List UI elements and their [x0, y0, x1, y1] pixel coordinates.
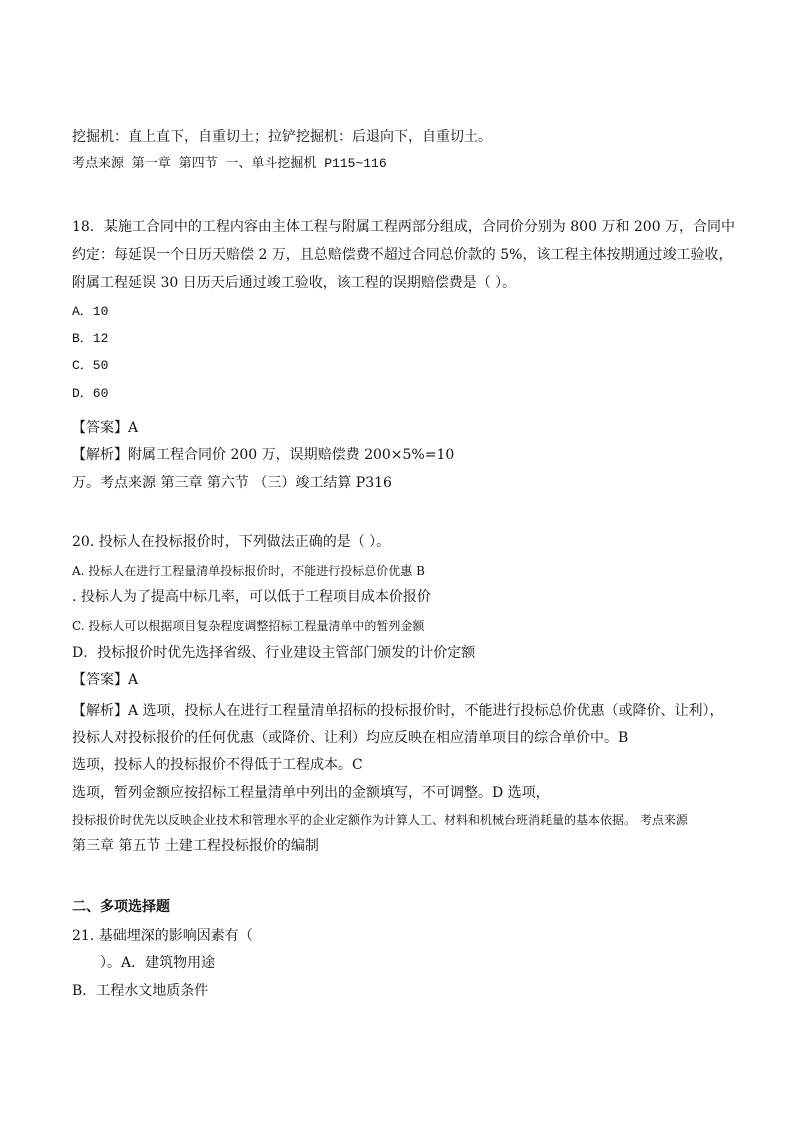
- explanation: 【解析】附属工程合同价 200 万，误期赔偿费 200×5%=10: [72, 447, 455, 463]
- option-c: C. 投标人可以根据项目复杂程度调整招标工程量清单中的暂列金额: [72, 619, 425, 633]
- option-c: C．50: [72, 358, 109, 373]
- option-d: D．60: [72, 386, 109, 401]
- option-d: D．投标报价时优先选择省级、行业建设主管部门颁发的计价定额: [72, 645, 476, 661]
- question-21-stem: 21. 基础埋深的影响因素有（: [72, 928, 253, 944]
- question-20-stem: 20. 投标人在投标报价时，下列做法正确的是（ ）。: [72, 534, 391, 550]
- option-b: B．工程水文地质条件: [72, 983, 209, 999]
- answer: 【答案】A: [72, 420, 139, 436]
- answer: 【答案】A: [72, 672, 139, 688]
- explanation: 万。考点来源 第三章 第六节 （三）竣工结算 P316: [72, 475, 392, 491]
- explanation: 投标报价时优先以反映企业技术和管理水平的企业定额作为计算人工、材料和机械台班消耗量的基本依据。 考点来源: [72, 813, 688, 827]
- explanation: 选项，投标人的投标报价不得低于工程成本。C: [72, 757, 363, 773]
- option-a: A．10: [72, 304, 109, 319]
- option-a: A. 投标人在进行工程量清单投标报价时，不能进行投标总价优惠 B: [72, 564, 425, 578]
- explanation: 【解析】A 选项，投标人在进行工程量清单招标的投标报价时，不能进行投标总价优惠（或降价、让利），: [72, 703, 724, 719]
- section-heading: 二、多项选择题: [72, 899, 170, 915]
- source-line: 考点来源 第一章 第四节 一、单斗挖掘机 P115~116: [72, 156, 387, 171]
- question-18-stem: 18．某施工合同中的工程内容由主体工程与附属工程两部分组成，合同价分别为 800 万和 200 万，合同中: [72, 219, 736, 235]
- option-b: B．12: [72, 331, 109, 346]
- explanation: 第三章 第五节 土建工程投标报价的编制: [72, 838, 319, 854]
- text-line: 挖掘机：直上直下，自重切土；拉铲挖掘机：后退向下，自重切土。: [72, 129, 492, 145]
- explanation: 投标人对投标报价的任何优惠（或降价、让利）均应反映在相应清单项目的综合单价中。B: [72, 730, 629, 746]
- question-21-stem: ）。A．建筑物用途: [100, 955, 216, 971]
- question-18-stem: 附属工程延误 30 日历天后通过竣工验收，该工程的误期赔偿费是（ ）。: [72, 275, 517, 291]
- question-18-stem: 约定：每延误一个日历天赔偿 2 万，且总赔偿费不超过合同总价款的 5%，该工程主体按期通过竣工验收，: [72, 247, 733, 263]
- explanation: 选项，暂列金额应按招标工程量清单中列出的金额填写，不可调整。D 选项，: [72, 785, 550, 801]
- option-b: . 投标人为了提高中标几率，可以低于工程项目成本价报价: [72, 589, 431, 605]
